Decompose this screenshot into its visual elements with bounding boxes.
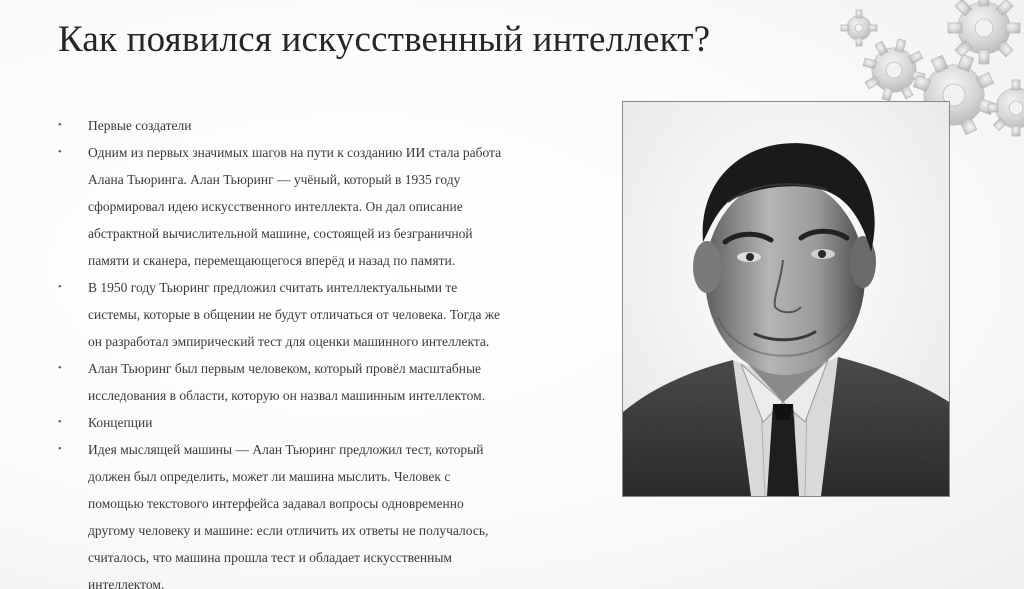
- bullet-text: системы, которые в общении не будут отличаться от человека. Тогда же: [88, 307, 500, 322]
- bullet-text: другому человеку и машине: если отличить их ответы не получалось,: [88, 523, 489, 538]
- bullet-text: Первые создатели: [88, 118, 192, 133]
- bullet-item: [58, 355, 558, 409]
- bullet-text: исследования в области, которую он назвал машинным интеллектом.: [88, 388, 486, 403]
- bullet-item: [58, 436, 558, 589]
- bullet-dot: •: [58, 282, 62, 293]
- portrait-photo: [622, 101, 950, 497]
- bullet-text: он разработал эмпирический тест для оценки машинного интеллекта.: [88, 334, 490, 349]
- bullet-text: Идея мыслящей машины — Алан Тьюринг предложил тест, который: [88, 442, 484, 457]
- bullet-item: [58, 112, 558, 139]
- bullet-text: помощью текстового интерфейса задавал вопросы одновременно: [88, 496, 464, 511]
- bullet-text: абстрактной вычислительной машине, состоящей из безграничной: [88, 226, 473, 241]
- bullet-text: Алан Тьюринг был первым человеком, который провёл масштабные: [88, 361, 482, 376]
- bullet-text: интеллектом.: [88, 577, 165, 589]
- bullet-text: В 1950 году Тьюринг предложил считать интеллектуальными те: [88, 280, 458, 295]
- bullet-text: Алана Тьюринга. Алан Тьюринг — учёный, который в 1935 году: [88, 172, 461, 187]
- bullet-text: сформировал идею искусственного интеллекта. Он дал описание: [88, 199, 463, 214]
- bullet-dot: •: [58, 147, 62, 158]
- bullet-item: [58, 409, 558, 436]
- bullet-dot: •: [58, 417, 62, 428]
- bullet-item: [58, 139, 558, 274]
- bullet-text: памяти и сканера, перемещающегося вперёд и назад по памяти.: [88, 253, 456, 268]
- bullet-text: должен был определить, может ли машина мыслить. Человек с: [88, 469, 451, 484]
- bullet-item: [58, 274, 558, 355]
- bullet-dot: •: [58, 363, 62, 374]
- bullet-text: Концепции: [88, 415, 153, 430]
- bullet-text: считалось, что машина прошла тест и обладает искусственным: [88, 550, 452, 565]
- slide-title: Как появился искусственный интеллект?: [58, 19, 711, 60]
- slide-body: [58, 112, 558, 589]
- bullet-dot: •: [58, 444, 62, 455]
- bullet-dot: •: [58, 120, 62, 131]
- bullet-text: Одним из первых значимых шагов на пути к созданию ИИ стала работа: [88, 145, 502, 160]
